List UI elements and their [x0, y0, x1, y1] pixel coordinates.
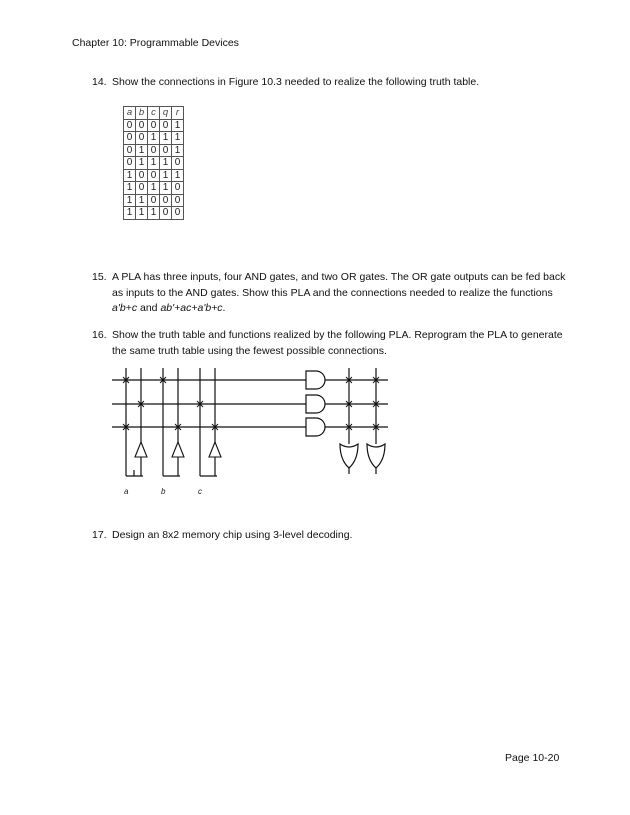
table-cell: 1 [124, 169, 136, 182]
or-gate-1 [340, 444, 358, 468]
table-cell: 1 [160, 157, 172, 170]
inverter-b [172, 442, 184, 457]
table-cell: 0 [172, 157, 184, 170]
table-row [124, 182, 184, 195]
table-cell: 1 [160, 182, 172, 195]
function-2: ab'+ac+a'b+c [160, 302, 223, 314]
table-cell: 0 [148, 119, 160, 132]
question-text: Design an 8x2 memory chip using 3-level decoding. [112, 529, 353, 541]
table-cell: 0 [136, 182, 148, 195]
question-number: 14. [92, 76, 107, 88]
table-cell: 1 [148, 207, 160, 220]
table-cell: 0 [160, 144, 172, 157]
table-cell: 1 [124, 194, 136, 207]
table-row [124, 132, 184, 145]
table-cell: 0 [124, 132, 136, 145]
and-gate-2 [306, 395, 325, 413]
question-17 [92, 528, 572, 544]
table-row [124, 119, 184, 132]
table-cell: r [172, 107, 184, 120]
table-cell: 1 [136, 207, 148, 220]
table-cell: 1 [172, 144, 184, 157]
input-label-c: c [198, 487, 202, 496]
table-cell: 1 [148, 157, 160, 170]
table-cell: 0 [148, 169, 160, 182]
question-number: 17. [92, 529, 107, 541]
question-16 [92, 328, 572, 359]
question-number: 16. [92, 329, 107, 341]
table-cell: q [160, 107, 172, 120]
table-cell: 1 [172, 169, 184, 182]
table-cell: 1 [136, 194, 148, 207]
function-1: a'b+c [112, 302, 138, 314]
table-cell: 1 [160, 132, 172, 145]
question-text: Show the truth table and functions realized by the following PLA. Reprogram the PLA to generate the same truth table using the fewest possible connections. [112, 329, 563, 357]
table-cell: 1 [124, 182, 136, 195]
table-cell: 1 [172, 119, 184, 132]
table-cell: 0 [160, 207, 172, 220]
table-row [124, 207, 184, 220]
page-header: Chapter 10: Programmable Devices [72, 37, 239, 49]
table-cell: 0 [172, 207, 184, 220]
and-gate-1 [306, 371, 325, 389]
table-cell: 0 [136, 169, 148, 182]
page-number: Page 10-20 [505, 752, 560, 764]
table-cell: 1 [172, 132, 184, 145]
table-cell: 0 [148, 194, 160, 207]
input-label-a: a [124, 487, 129, 496]
table-cell: 1 [136, 144, 148, 157]
table-cell: 1 [160, 169, 172, 182]
table-cell: a [124, 107, 136, 120]
table-cell: 0 [136, 119, 148, 132]
table-row [124, 169, 184, 182]
table-cell: 0 [172, 182, 184, 195]
table-row [124, 157, 184, 170]
truth-table [123, 106, 184, 220]
or-gate-2 [367, 444, 385, 468]
question-number: 15. [92, 271, 107, 283]
inverter-c [209, 442, 221, 457]
table-cell: c [148, 107, 160, 120]
table-cell: 1 [148, 182, 160, 195]
question-text: A PLA has three inputs, four AND gates, and two OR gates. The OR gate outputs can be fed back as inputs to the AND gates. Show this PLA and the connections needed to realize the functions a'b+c and ab'+ac+a'b+c. [112, 271, 566, 314]
table-cell: b [136, 107, 148, 120]
table-row [124, 194, 184, 207]
table-cell: 0 [172, 194, 184, 207]
table-cell: 0 [160, 119, 172, 132]
pla-diagram [108, 364, 398, 499]
table-cell: 0 [160, 194, 172, 207]
table-cell: 0 [148, 144, 160, 157]
table-cell: 1 [136, 157, 148, 170]
and-gate-3 [306, 418, 325, 436]
table-cell: 0 [124, 119, 136, 132]
table-cell: 0 [124, 157, 136, 170]
table-cell: 0 [136, 132, 148, 145]
table-row [124, 144, 184, 157]
table-cell: 1 [148, 132, 160, 145]
question-15 [92, 270, 572, 317]
question-14 [92, 75, 572, 91]
table-header-row [124, 107, 184, 120]
inverter-a [135, 442, 147, 457]
table-cell: 1 [124, 207, 136, 220]
input-label-b: b [161, 487, 166, 496]
table-cell: 0 [124, 144, 136, 157]
question-text: Show the connections in Figure 10.3 needed to realize the following truth table. [112, 76, 480, 88]
